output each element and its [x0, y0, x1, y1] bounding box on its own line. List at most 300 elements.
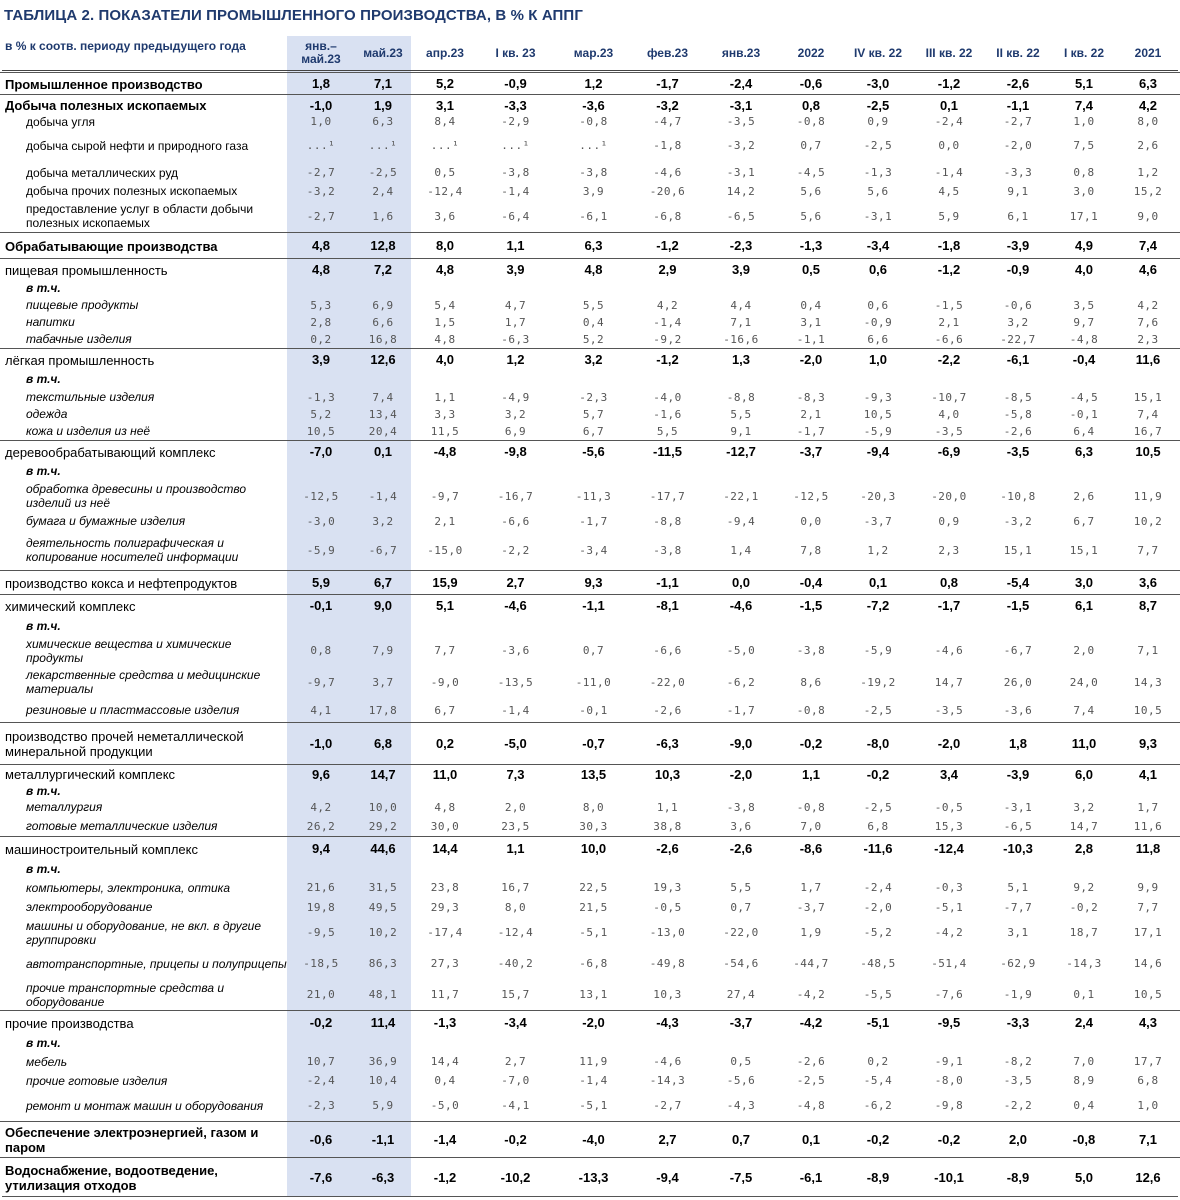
table-cell: 2,1: [434, 514, 456, 528]
table-cell: 0,6: [868, 262, 888, 277]
table-cell: 4,2: [656, 298, 679, 312]
table-cell: -3,0: [866, 76, 890, 91]
table-cell: 6,8: [867, 819, 889, 833]
table-cell: 3,2: [584, 352, 603, 367]
table-cell: 1,9: [373, 97, 393, 113]
header-col: фев.23: [646, 45, 689, 60]
table-cell: 8,6: [800, 675, 822, 689]
table-cell: 7,7: [1137, 543, 1159, 557]
table-cell: 24,0: [1069, 675, 1099, 689]
table-cell: -9,0: [430, 675, 460, 689]
table-cell: 29,2: [368, 819, 398, 833]
table-cell: 4,8: [584, 262, 603, 277]
table-cell: -9,1: [934, 1055, 964, 1068]
table-cell: -2,7: [306, 209, 336, 223]
table-cell: 3,1: [435, 97, 455, 113]
table-cell: -54,6: [723, 957, 759, 970]
table-cell: -1,5: [1006, 598, 1030, 613]
table-cell: -1,1: [796, 332, 826, 346]
table-cell: -0,5: [934, 800, 964, 814]
table-cell: 3,7: [372, 675, 394, 689]
table-cell: 8,0: [582, 800, 605, 814]
table-cell: 5,9: [372, 1099, 394, 1112]
table-row: [0, 232, 1180, 258]
table-cell: 1,1: [506, 841, 525, 856]
table-cell: -5,0: [726, 644, 756, 657]
table-cell: -2,2: [937, 352, 961, 367]
table-cell: -2,4: [306, 1074, 336, 1087]
table-cell: -6,6: [501, 514, 530, 528]
table-subrow: [0, 314, 1180, 330]
table-cell: -2,0: [582, 1015, 605, 1030]
table-cell: -16,6: [723, 332, 759, 346]
table-subrow: [0, 128, 1180, 163]
row-label: резиновые и пластмассовые изделия: [26, 703, 240, 717]
row-label: в т.ч.: [26, 281, 61, 295]
table-cell: -22,7: [1000, 332, 1036, 346]
table-cell: -6,9: [937, 444, 961, 459]
table-cell: 14,3: [1133, 675, 1163, 689]
table-cell: 22,5: [579, 881, 608, 894]
table-cell: -9,8: [504, 444, 527, 459]
table-cell: 3,1: [800, 315, 822, 329]
row-label: ремонт и монтаж машин и оборудования: [26, 1098, 264, 1113]
table-cell: -0,6: [309, 1132, 333, 1147]
table-cell: 0,0: [938, 139, 960, 152]
table-cell: -1,8: [653, 139, 682, 152]
table-cell: 2,8: [1074, 841, 1094, 856]
row-label: в т.ч.: [26, 862, 61, 876]
table-cell: -1,4: [501, 703, 530, 717]
table-cell: -0,9: [1006, 262, 1030, 277]
table-cell: 6,9: [372, 298, 394, 312]
row-label: пищевая промышленность: [5, 262, 168, 278]
table-cell: 5,2: [435, 76, 455, 91]
table-cell: -2,6: [1006, 76, 1030, 91]
table-cell: 11,0: [432, 766, 458, 782]
table-cell: -3,2: [656, 97, 679, 113]
table-cell: 9,4: [311, 841, 331, 856]
row-label: Обрабатывающие производства: [5, 238, 218, 254]
row-label: мебель: [26, 1054, 68, 1069]
table-cell: 3,6: [1138, 575, 1158, 590]
table-cell: -0,6: [1003, 298, 1033, 312]
table-subrow: [0, 370, 1180, 388]
table-cell: -5,6: [582, 444, 605, 459]
table-cell: -0,2: [866, 1132, 890, 1147]
row-label: добыча угля: [26, 114, 96, 129]
table-cell: -3,1: [863, 209, 893, 223]
table-cell: -0,8: [1072, 1132, 1096, 1147]
table-cell: -11,0: [575, 675, 612, 689]
table-cell: 2,1: [800, 407, 822, 421]
table-cell: -6,6: [653, 644, 682, 657]
table-cell: 5,1: [435, 598, 455, 613]
table-row: [0, 1010, 1180, 1034]
row-label: прочие готовые изделия: [26, 1073, 168, 1088]
table-cell: -1,1: [371, 1132, 395, 1147]
table-cell: -2,6: [1003, 424, 1033, 438]
table-cell: 2,0: [1008, 1132, 1028, 1147]
table-cell: -4,8: [796, 1099, 826, 1112]
table-cell: 0,4: [1073, 1099, 1095, 1112]
table-cell: -9,5: [306, 926, 336, 939]
table-cell: 11,0: [1071, 736, 1097, 751]
table-cell: -9,7: [430, 489, 460, 503]
table-cell: 23,5: [501, 819, 530, 833]
table-cell: 3,2: [1007, 315, 1029, 329]
table-cell: 4,0: [1074, 262, 1094, 277]
table-cell: -1,7: [796, 424, 826, 438]
table-cell: 5,9: [311, 575, 331, 590]
table-cell: 10,5: [863, 407, 893, 421]
table-cell: -4,5: [796, 166, 826, 179]
table-cell: 14,7: [1069, 819, 1099, 833]
table-cell: 7,3: [506, 766, 525, 782]
table-cell: -2,6: [729, 841, 753, 856]
table-cell: 0,1: [1073, 988, 1095, 1001]
table-cell: -3,5: [726, 115, 756, 128]
table-cell: 0,4: [582, 315, 605, 329]
table-cell: -3,9: [1006, 766, 1030, 782]
table-cell: -3,2: [1003, 514, 1033, 528]
header-col: 2021: [1134, 45, 1162, 60]
row-label: Добыча полезных ископаемых: [5, 98, 207, 113]
table-cell: 0,7: [800, 139, 822, 152]
table-cell: 27,4: [726, 988, 756, 1001]
table-cell: -7,6: [309, 1169, 333, 1185]
table-cell: -3,4: [866, 238, 890, 253]
table-cell: 7,5: [1073, 139, 1095, 152]
table-row: [0, 94, 1180, 115]
table-cell: -17,4: [427, 926, 463, 939]
table-cell: ...¹: [579, 139, 608, 152]
table-cell: 8,9: [1073, 1074, 1095, 1087]
table-cell: 1,2: [867, 543, 889, 557]
table-cell: -14,3: [1066, 957, 1102, 970]
table-cell: 6,3: [1074, 444, 1094, 459]
table-cell: 14,6: [1133, 957, 1163, 970]
row-label: металлургия: [26, 800, 103, 814]
table-cell: 7,7: [1137, 900, 1159, 914]
table-cell: 4,8: [434, 332, 456, 346]
table-cell: 9,3: [1138, 736, 1158, 751]
table-cell: -9,4: [726, 514, 756, 528]
table-cell: -1,1: [1006, 97, 1030, 113]
table-subrow: [0, 798, 1180, 816]
table-subrow: [0, 1034, 1180, 1052]
row-label: предоставление услуг в области добычи полезных ископаемых: [26, 202, 254, 230]
table-subrow: [0, 280, 1180, 296]
table-cell: 0,7: [582, 644, 605, 657]
table-cell: 6,7: [582, 424, 605, 438]
table-cell: 0,0: [800, 514, 822, 528]
row-label: прочие транспортные средства и оборудование: [26, 980, 225, 1009]
table-cell: 5,5: [730, 407, 752, 421]
table-cell: -49,8: [649, 957, 686, 970]
table-cell: -2,6: [796, 1055, 826, 1068]
table-cell: -4,3: [726, 1099, 756, 1112]
table-subrow: [0, 860, 1180, 878]
table-cell: 15,9: [432, 575, 458, 590]
table-cell: -5,9: [863, 644, 893, 657]
table-cell: -1,3: [863, 166, 893, 179]
table-cell: 1,1: [656, 800, 679, 814]
table-cell: 4,2: [1138, 97, 1158, 113]
table-cell: 5,9: [938, 209, 960, 223]
row-label: одежда: [26, 407, 68, 421]
table-cell: -6,3: [656, 736, 679, 751]
table-cell: -51,4: [931, 957, 967, 970]
table-cell: 6,1: [1074, 598, 1094, 613]
table-cell: 1,6: [372, 209, 394, 223]
table-cell: -4,2: [796, 988, 826, 1001]
table-cell: -18,5: [303, 957, 339, 970]
table-cell: 3,4: [939, 766, 959, 782]
table-cell: 7,1: [1137, 644, 1159, 657]
table-cell: 9,1: [730, 424, 752, 438]
table-cell: -13,0: [649, 926, 686, 939]
table-cell: 21,6: [306, 881, 336, 894]
table-cell: -5,4: [1006, 575, 1030, 590]
table-cell: -0,2: [1069, 900, 1099, 914]
table-cell: 15,1: [1133, 390, 1163, 404]
table-cell: 1,0: [868, 352, 888, 367]
table-cell: -3,4: [579, 543, 608, 557]
table-cell: 14,4: [432, 841, 458, 856]
table-cell: ...¹: [306, 139, 336, 152]
table-cell: 0,6: [867, 298, 889, 312]
table-cell: -1,6: [653, 407, 682, 421]
table-cell: 5,2: [582, 332, 605, 346]
table-cell: 0,2: [310, 332, 332, 346]
table-cell: -0,8: [796, 703, 826, 717]
table-cell: -44,7: [793, 957, 829, 970]
table-cell: 4,2: [310, 800, 332, 814]
table-row: [0, 348, 1180, 370]
table-cell: -0,5: [653, 900, 682, 914]
table-cell: -4,6: [504, 598, 527, 613]
table-cell: -2,5: [863, 800, 893, 814]
row-label: в т.ч.: [26, 1036, 61, 1050]
table-cell: -4,0: [582, 1132, 605, 1147]
table-cell: -11,3: [575, 489, 612, 503]
table-cell: -1,4: [368, 489, 398, 503]
table-cell: -1,3: [799, 238, 823, 253]
table-subrow: [0, 1090, 1180, 1121]
table-cell: -3,3: [1006, 1015, 1030, 1030]
row-label: машиностроительный комплекс: [5, 841, 198, 857]
table-cell: 3,9: [731, 262, 751, 277]
table-cell: 6,3: [372, 115, 394, 128]
table-cell: 2,8: [310, 315, 332, 329]
table-cell: 11,5: [430, 424, 460, 438]
table-cell: -5,1: [934, 900, 964, 914]
table-cell: -5,2: [863, 926, 893, 939]
table-title: ТАБЛИЦА 2. ПОКАЗАТЕЛИ ПРОМЫШЛЕННОГО ПРОИЗВОДСТВА, В % К АППГ: [4, 7, 583, 24]
row-label: производство кокса и нефтепродуктов: [5, 575, 238, 591]
table-cell: -0,7: [582, 736, 605, 751]
table-cell: 6,8: [1137, 1074, 1159, 1087]
table-subrow: [0, 406, 1180, 422]
table-cell: 7,1: [373, 76, 393, 91]
table-cell: -1,3: [306, 390, 336, 404]
table-cell: 8,0: [435, 238, 455, 253]
table-cell: 0,1: [939, 97, 959, 113]
table-cell: -2,4: [863, 881, 893, 894]
table-subrow: [0, 816, 1180, 836]
table-cell: 2,0: [1073, 644, 1095, 657]
table-cell: -6,2: [863, 1099, 893, 1112]
table-cell: -0,2: [309, 1015, 333, 1030]
table-cell: -3,1: [726, 166, 756, 179]
table-row: [0, 836, 1180, 860]
table-cell: 2,6: [1137, 139, 1159, 152]
table-cell: -8,1: [656, 598, 679, 613]
table-cell: 48,1: [368, 988, 398, 1001]
table-cell: -9,7: [306, 675, 336, 689]
table-cell: -2,0: [937, 736, 961, 751]
table-cell: 19,3: [653, 881, 682, 894]
table-cell: 3,5: [1073, 298, 1095, 312]
table-cell: -8,9: [866, 1169, 890, 1185]
table-cell: 7,0: [1073, 1055, 1095, 1068]
table-cell: -7,0: [309, 444, 333, 459]
row-label: добыча металлических руд: [26, 165, 179, 180]
table-subrow: [0, 163, 1180, 182]
table-cell: ...¹: [430, 139, 460, 152]
table-cell: 9,0: [373, 598, 393, 613]
table-cell: 3,2: [372, 514, 394, 528]
row-label: производство прочей неметаллической минеральной продукции: [5, 729, 244, 759]
table-cell: -4,7: [653, 115, 682, 128]
table-cell: 10,5: [306, 424, 336, 438]
table-cell: 0,9: [867, 115, 889, 128]
table-cell: -2,5: [863, 703, 893, 717]
table-cell: 13,4: [368, 407, 398, 421]
table-cell: -0,9: [863, 315, 893, 329]
table-cell: -2,0: [863, 900, 893, 914]
table-cell: 15,2: [1133, 184, 1163, 198]
table-bottom-border: [2, 1196, 1178, 1197]
table-cell: -2,5: [866, 97, 890, 113]
table-cell: 5,5: [656, 424, 679, 438]
table-subrow: [0, 115, 1180, 128]
table-cell: -3,3: [504, 97, 527, 113]
table-cell: 1,5: [434, 315, 456, 329]
table-cell: 6,6: [867, 332, 889, 346]
table-row: [0, 258, 1180, 280]
table-cell: -1,1: [656, 575, 679, 590]
table-cell: -10,7: [931, 390, 967, 404]
table-cell: 5,5: [582, 298, 605, 312]
table-cell: 4,8: [311, 262, 331, 277]
row-label: прочие производства: [5, 1015, 134, 1031]
table-cell: -0,8: [796, 115, 826, 128]
table-cell: -6,7: [368, 543, 398, 557]
table-cell: 10,5: [1133, 703, 1163, 717]
table-cell: 10,0: [580, 841, 607, 856]
table-cell: -7,0: [501, 1074, 530, 1087]
table-cell: -6,5: [1003, 819, 1033, 833]
table-cell: -1,0: [309, 97, 333, 113]
table-cell: -1,4: [579, 1074, 608, 1087]
table-cell: -6,4: [501, 209, 530, 223]
table-cell: -2,4: [729, 76, 753, 91]
header-col: I кв. 22: [1063, 45, 1105, 60]
table-cell: -15,0: [427, 543, 463, 557]
row-label: машины и оборудование, не вкл. в другие группировки: [26, 918, 262, 947]
table-cell: 7,0: [800, 819, 822, 833]
table-cell: 0,1: [868, 575, 888, 590]
table-cell: 5,4: [434, 298, 456, 312]
table-cell: 10,0: [368, 800, 398, 814]
table-cell: -7,7: [1003, 900, 1033, 914]
table-cell: 11,6: [1133, 819, 1163, 833]
table-cell: -2,0: [799, 352, 823, 367]
table-subrow: [0, 897, 1180, 917]
table-cell: -6,2: [726, 675, 756, 689]
table-cell: 17,1: [1069, 209, 1099, 223]
table-cell: 5,1: [1074, 76, 1094, 91]
row-label: электрооборудование: [26, 900, 153, 914]
table-cell: 1,0: [310, 115, 332, 128]
table-cell: -12,4: [497, 926, 534, 939]
table-cell: 6,4: [1073, 424, 1095, 438]
table-cell: -5,8: [1003, 407, 1033, 421]
table-cell: 1,7: [504, 315, 527, 329]
table-subrow: [0, 698, 1180, 722]
table-cell: -2,3: [729, 238, 753, 253]
table-cell: -17,7: [649, 489, 686, 503]
table-cell: 16,7: [501, 881, 530, 894]
table-cell: -0,2: [504, 1132, 527, 1147]
table-cell: 1,4: [730, 543, 752, 557]
table-cell: -5,1: [579, 926, 608, 939]
table-cell: -4,6: [934, 644, 964, 657]
table-cell: 11,8: [1135, 841, 1161, 856]
table-cell: 26,0: [1003, 675, 1033, 689]
table-cell: -3,1: [1003, 800, 1033, 814]
table-cell: -8,0: [866, 736, 890, 751]
table-cell: -0,3: [934, 881, 964, 894]
table-cell: -13,3: [578, 1169, 609, 1185]
table-cell: -3,5: [1006, 444, 1030, 459]
row-label: добыча прочих полезных ископаемых: [26, 184, 238, 198]
table-cell: 6,7: [373, 575, 393, 590]
table-cell: 0,4: [434, 1074, 456, 1087]
table-cell: -0,2: [866, 766, 890, 782]
table-cell: -3,8: [726, 800, 756, 814]
table-cell: 20,4: [368, 424, 398, 438]
table-cell: -8,9: [1006, 1169, 1030, 1185]
table-cell: 30,0: [430, 819, 460, 833]
table-cell: -3,0: [306, 514, 336, 528]
table-row: [0, 570, 1180, 594]
table-cell: 15,1: [1003, 543, 1033, 557]
row-label: деревообрабатывающий комплекс: [5, 444, 216, 460]
table-cell: -3,5: [1003, 1074, 1033, 1087]
table-cell: 5,7: [582, 407, 605, 421]
table-cell: 4,8: [434, 800, 456, 814]
table-cell: -3,3: [1003, 166, 1033, 179]
header-col: I кв. 23: [495, 45, 536, 60]
table-cell: -0,4: [1072, 352, 1096, 367]
table-cell: -0,4: [799, 575, 823, 590]
table-cell: -1,8: [937, 238, 961, 253]
table-cell: -10,3: [1003, 841, 1033, 856]
table-cell: -6,1: [1006, 352, 1030, 367]
